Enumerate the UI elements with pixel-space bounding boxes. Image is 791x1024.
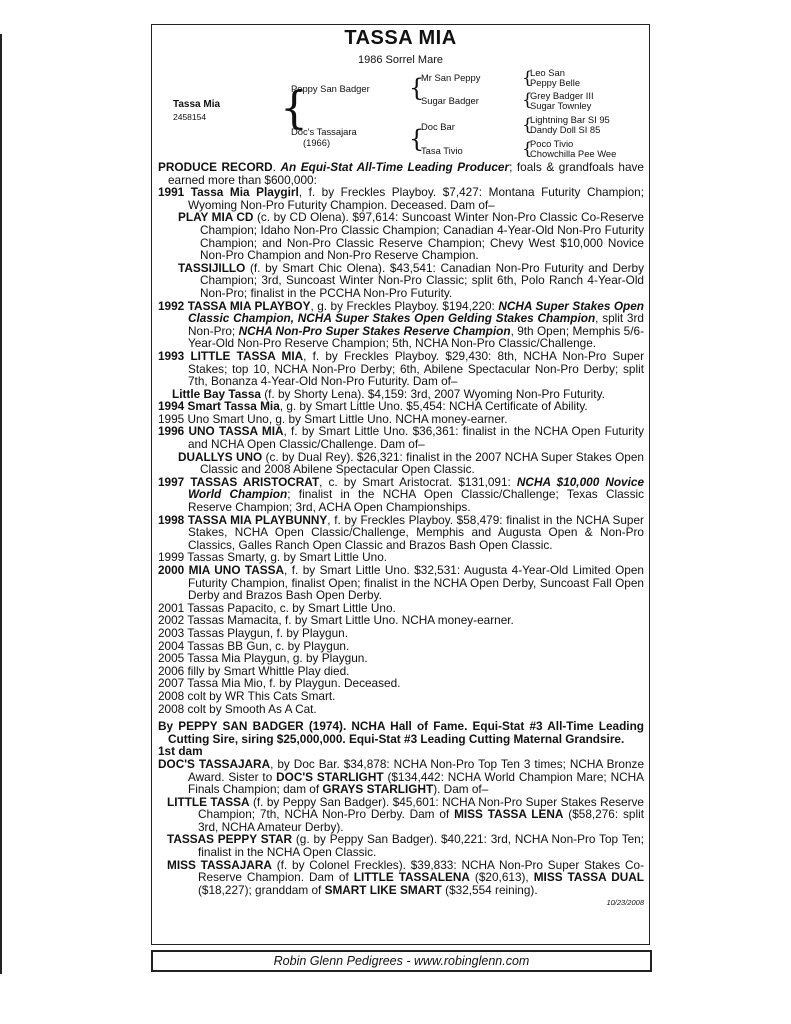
produce-2006: 2006 filly by Smart Whittle Play died.	[158, 663, 350, 678]
produce-1993: 1993 LITTLE TASSA MIA, f. by Freckles Playboy. $29,430: 8th, NCHA Non-Pro Super Stakes; top 10, NCHA Non-Pro Derby; 6th, Abilene Spectacular Non-Pro Derby; split 7th, Bonanza 4-Year-Old Non-Pro Futurity. Dam of–	[158, 348, 644, 389]
produce-1991: 1991 Tassa Mia Playgirl, f. by Freckles Playboy. $7,427: Montana Futurity Champion; Wyoming Non-Pro Futurity Champion. Deceased. Dam of–	[158, 185, 645, 212]
produce-2007: 2007 Tassa Mia Mio, f. by Playgun. Deceased.	[158, 676, 401, 691]
first-dam-heading: 1st dam	[158, 744, 203, 759]
page-subtitle: 1986 Sorrel Mare	[358, 54, 443, 66]
produce-2004: 2004 Tassas BB Gun, c. by Playgun.	[158, 638, 350, 653]
pedigree-page	[151, 24, 650, 945]
sire-statement: By PEPPY SAN BADGER (1974). NCHA Hall of Fame. Equi-Stat #3 All-Time Leading Cutting Sire, siring $25,000,000. Equi-Stat #3 Leading Cutting Maternal Grandsire.	[158, 719, 644, 746]
produce-2005: 2005 Tassa Mia Playgun, g. by Playgun.	[158, 651, 368, 666]
pedigree-ddd: Chowchilla Pee Wee	[530, 148, 617, 159]
brace-dd: {	[522, 139, 533, 159]
produce-play-mia-cd: PLAY MIA CD (c. by CD Olena). $97,614: Suncoast Winter Non-Pro Classic Co-Reserve Champion; Idaho Non-Pro Classic Champion; Canadian 4-Year-Old Non-Pro Futurity Champion; and Non-Pro Classic Reserve Champion; Chevy West $10,000 Novice Non-Pro Champion and Non-Pro Reserve Champion.	[178, 210, 644, 263]
produce-2008a: 2008 colt by WR This Cats Smart.	[158, 688, 336, 703]
brace-ss: {	[522, 68, 533, 88]
pedigree-sdd: Sugar Townley	[530, 100, 592, 111]
pedigree-sire-dam: Sugar Badger	[421, 95, 479, 106]
produce-intro: PRODUCE RECORD. An Equi-Stat All-Time Leading Producer; foals & grandfoals have earned more than $600,000:	[158, 160, 644, 187]
produce-record-body	[158, 161, 644, 910]
pedigree-ssd: Peppy Belle	[530, 77, 581, 88]
pedigree-sds: Grey Badger III	[530, 90, 594, 101]
left-margin-rule	[0, 34, 2, 974]
pedigree-dds: Poco Tivio	[530, 138, 574, 149]
pedigree-sire: Peppy San Badger	[291, 83, 370, 94]
pedigree-dam: Doc's Tassajara	[291, 126, 357, 137]
produce-1998: 1998 TASSA MIA PLAYBUNNY, f. by Freckles Playboy. $58,479: finalist in the NCHA Super Stakes, NCHA Open Classic/Challenge, Memphis and Augusta Open & Non-Pro Classics, Galles Ranch Open Classic and Brazos Bash Open Classic.	[158, 512, 644, 552]
produce-tassijillo: TASSIJILLO (f. by Smart Chic Olena). $43,541: Canadian Non-Pro Futurity and Derby Champion; 3rd, Suncoast Winter Non-Pro Classic; split 6th, Polo Ranch 4-Year-Old Non-Pro; finalist in the PCCHA Non-Pro Futurity.	[178, 260, 644, 300]
pedigree-subject: Tassa Mia	[173, 99, 221, 110]
produce-1997: 1997 TASSAS ARISTOCRAT, c. by Smart Aristocrat. $131,091: NCHA $10,000 Novice World Champion; finalist in the NCHA Open Classic/Challenge; Texas Classic Reserve Champion; 3rd, ACHA Open Championships.	[158, 474, 645, 515]
produce-1995: 1995 Uno Smart Uno, g. by Smart Little Uno. NCHA money-earner.	[158, 411, 508, 426]
first-dam-miss-tassajara: MISS TASSAJARA (f. by Colonel Freckles). $39,833: NCHA Non-Pro Super Stakes Co-Reserve Champion. Dam of LITTLE TASSALENA ($20,613), MISS TASSA DUAL ($18,227); granddam of SMART LIKE SMART ($32,554 reining).	[167, 857, 644, 897]
footer-credit: Robin Glenn Pedigrees - www.robinglenn.com	[151, 950, 652, 972]
produce-2000: 2000 MIA UNO TASSA, f. by Smart Little Uno. $32,531: Augusta 4-Year-Old Limited Open Futurity Champion, finalist Open; finalist in the NCHA Open Derby, Suncoast Fall Open Derby and Brazos Bash Open Derby.	[158, 563, 644, 603]
pedigree-dam-dam: Tasa Tivio	[421, 145, 463, 156]
brace-ds: {	[522, 115, 533, 135]
produce-duallys-uno: DUALLYS UNO (c. by Dual Rey). $26,321: finalist in the 2007 NCHA Super Stakes Open Classic and 2008 Abilene Spectacular Open Classic.	[178, 449, 644, 477]
first-dam-little-tassa: LITTLE TASSA (f. by Peppy San Badger). $45,601: NCHA Non-Pro Super Stakes Reserve Champion; 7th, NCHA Non-Pro Derby. Dam of MISS TASSA LENA ($58,276: split 3rd, NCHA Amateur Derby).	[167, 794, 644, 834]
produce-2001: 2001 Tassas Papacito, c. by Smart Little Uno.	[158, 600, 396, 615]
pedigree-reg-number: 2458154	[173, 112, 207, 122]
produce-1992: 1992 TASSA MIA PLAYBOY, g. by Freckles Playboy. $194,220: NCHA Super Stakes Open Classic Champion, NCHA Super Stakes Open Gelding Stakes Champion, split 3rd Non-Pro; NCHA Non-Pro Super Stakes Reserve Champion, 9th Open; Memphis 5/6-Year-Old Non-Pro Reserve Champion; 5th, NCHA Non-Pro Classic/Challenge.	[158, 298, 645, 351]
produce-2008b: 2008 colt by Smooth As A Cat.	[158, 701, 317, 716]
pedigree-sire-sire: Mr San Peppy	[421, 72, 481, 83]
page-title: TASSA MIA	[344, 27, 457, 49]
produce-2002: 2002 Tassas Mamacita, f. by Smart Little Uno. NCHA money-earner.	[158, 613, 514, 628]
produce-little-bay-tassa: Little Bay Tassa (f. by Shorty Lena). $4,159: 3rd, 2007 Wyoming Non-Pro Futurity.	[172, 386, 605, 401]
pedigree-sss: Leo San	[530, 67, 565, 78]
brace-gen1: {	[280, 83, 308, 134]
pedigree-dam-sire: Doc Bar	[421, 121, 455, 132]
produce-2003: 2003 Tassas Playgun, f. by Playgun.	[158, 625, 348, 640]
produce-1996: 1996 UNO TASSA MIA, f. by Smart Little Uno. $36,361: finalist in the NCHA Open Futurity and NCHA Open Classic/Challenge. Dam of–	[158, 424, 644, 452]
pedigree-dsd: Dandy Doll SI 85	[530, 124, 601, 135]
first-dam-entry: DOC'S TASSAJARA, by Doc Bar. $34,878: NCHA Non-Pro Top Ten 3 times; NCHA Bronze Award. Sister to DOC'S STARLIGHT ($134,442: NCHA World Champion Mare; NCHA Finals Champion; dam of GRAYS STARLIGHT). Dam of–	[158, 756, 645, 797]
produce-1994: 1994 Smart Tassa Mia, g. by Smart Little Uno. $5,454: NCHA Certificate of Ability.	[158, 399, 588, 414]
produce-1999: 1999 Tassas Smarty, g. by Smart Little Uno.	[158, 550, 388, 565]
brace-sire: {	[409, 74, 425, 102]
pedigree-dam-year: (1966)	[303, 137, 331, 148]
pedigree-dss: Lightning Bar SI 95	[530, 114, 610, 125]
brace-dam: {	[409, 125, 425, 153]
revision-date: 10/23/2008	[606, 898, 644, 908]
brace-sd: {	[522, 90, 533, 110]
first-dam-tassas-peppy-star: TASSAS PEPPY STAR (g. by Peppy San Badger). $40,221: 3rd, NCHA Non-Pro Top Ten; finalist in the NCHA Open Classic.	[167, 832, 644, 860]
